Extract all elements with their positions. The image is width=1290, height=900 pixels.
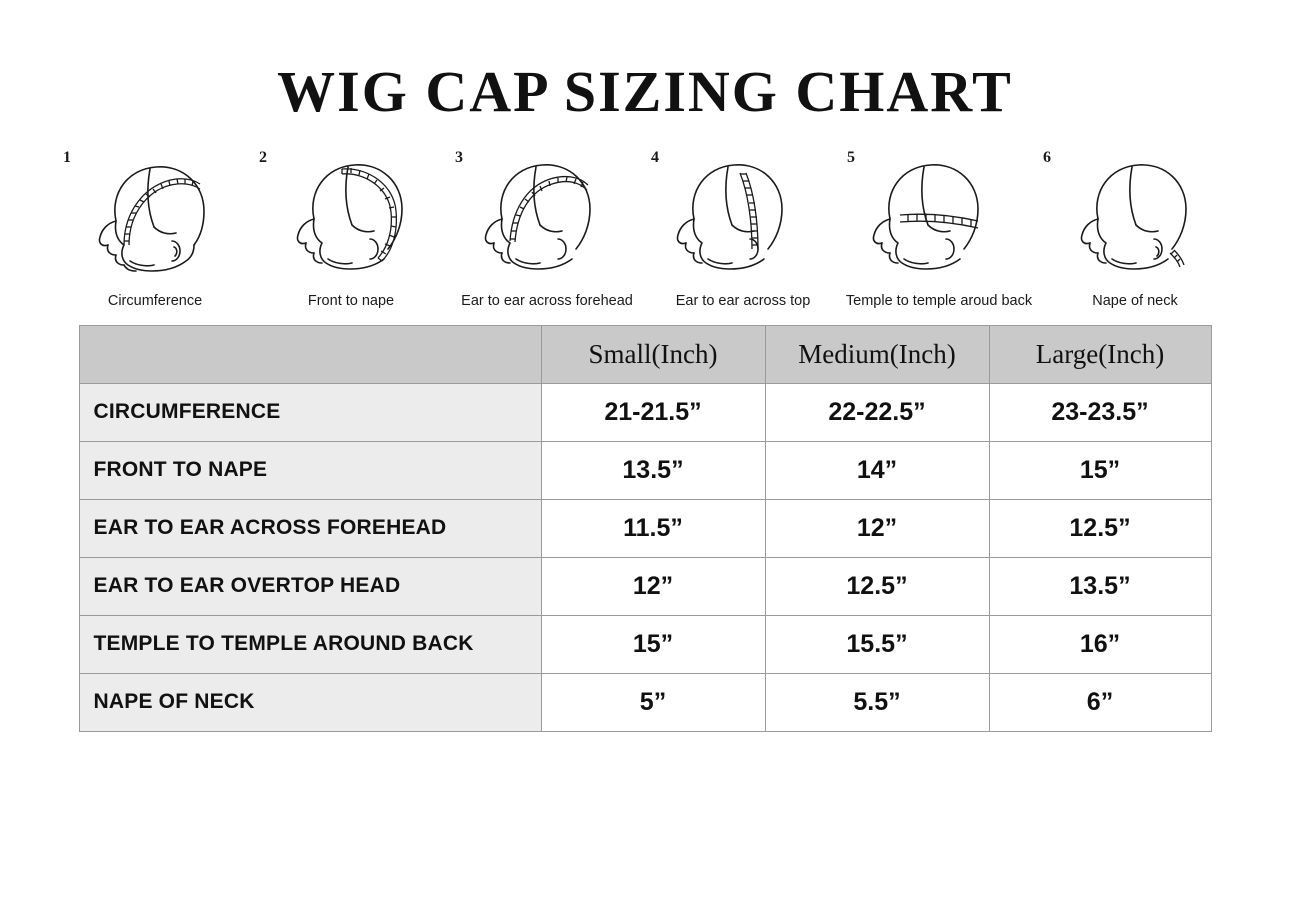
column-header-measurement xyxy=(79,325,541,383)
figure-temple-to-temple xyxy=(841,149,1037,309)
figure-caption: Front to nape xyxy=(307,292,395,309)
head-profile-front-to-nape-icon xyxy=(276,149,426,289)
figure-circumference xyxy=(57,149,253,309)
figure-number: 4 xyxy=(651,148,659,166)
figure-caption: Nape of neck xyxy=(1092,292,1178,309)
cell-small: 5” xyxy=(541,673,765,731)
figure-number: 3 xyxy=(455,148,463,166)
head-profile-ear-to-ear-top-icon xyxy=(636,149,851,289)
figure-number: 1 xyxy=(63,148,71,166)
cell-large: 6” xyxy=(989,673,1211,731)
table-header xyxy=(79,325,1211,383)
figure-number: 6 xyxy=(1043,148,1051,166)
cell-medium: 14” xyxy=(765,441,989,499)
cell-medium: 22-22.5” xyxy=(765,383,989,441)
cell-large: 16” xyxy=(989,615,1211,673)
cell-medium: 12” xyxy=(765,499,989,557)
figure-front-to-nape xyxy=(253,149,449,309)
cell-large: 23-23.5” xyxy=(989,383,1211,441)
head-profile-temple-to-temple-icon xyxy=(832,149,1047,289)
head-profile-ear-to-ear-forehead-icon xyxy=(440,149,655,289)
head-profile-circumference-icon xyxy=(80,149,230,289)
cell-small: 12” xyxy=(541,557,765,615)
row-label: EAR TO EAR OVERTOP HEAD xyxy=(79,557,541,615)
figure-caption: Circumference xyxy=(107,292,203,309)
column-header-large: Large(Inch) xyxy=(989,325,1211,383)
wig-cap-sizing-chart-page xyxy=(0,59,1290,900)
row-label: CIRCUMFERENCE xyxy=(79,383,541,441)
column-header-medium: Medium(Inch) xyxy=(765,325,989,383)
row-label: FRONT TO NAPE xyxy=(79,441,541,499)
figure-nape-of-neck xyxy=(1037,149,1233,309)
row-label: TEMPLE TO TEMPLE AROUND BACK xyxy=(79,615,541,673)
page-title: WIG CAP SIZING CHART xyxy=(277,59,1013,124)
sizing-table xyxy=(79,325,1212,732)
figure-caption: Ear to ear across forehead xyxy=(461,292,633,309)
cell-large: 13.5” xyxy=(989,557,1211,615)
figure-caption: Temple to temple aroud back xyxy=(845,292,1033,309)
table-row xyxy=(79,499,1211,557)
cell-small: 13.5” xyxy=(541,441,765,499)
figure-ear-to-ear-top xyxy=(645,149,841,309)
column-header-small: Small(Inch) xyxy=(541,325,765,383)
figure-number: 2 xyxy=(259,148,267,166)
figure-caption: Ear to ear across top xyxy=(675,292,811,309)
measurement-figures xyxy=(0,149,1290,309)
table-row xyxy=(79,615,1211,673)
cell-large: 12.5” xyxy=(989,499,1211,557)
table-row xyxy=(79,383,1211,441)
table-header-row xyxy=(79,325,1211,383)
table-row xyxy=(79,673,1211,731)
head-profile-nape-of-neck-icon xyxy=(1060,149,1210,289)
table-row xyxy=(79,557,1211,615)
cell-medium: 5.5” xyxy=(765,673,989,731)
row-label: EAR TO EAR ACROSS FOREHEAD xyxy=(79,499,541,557)
cell-small: 11.5” xyxy=(541,499,765,557)
table-body xyxy=(79,383,1211,731)
cell-medium: 12.5” xyxy=(765,557,989,615)
table-row xyxy=(79,441,1211,499)
row-label: NAPE OF NECK xyxy=(79,673,541,731)
cell-small: 21-21.5” xyxy=(541,383,765,441)
cell-small: 15” xyxy=(541,615,765,673)
figure-number: 5 xyxy=(847,148,855,166)
figure-ear-to-ear-forehead xyxy=(449,149,645,309)
cell-large: 15” xyxy=(989,441,1211,499)
cell-medium: 15.5” xyxy=(765,615,989,673)
